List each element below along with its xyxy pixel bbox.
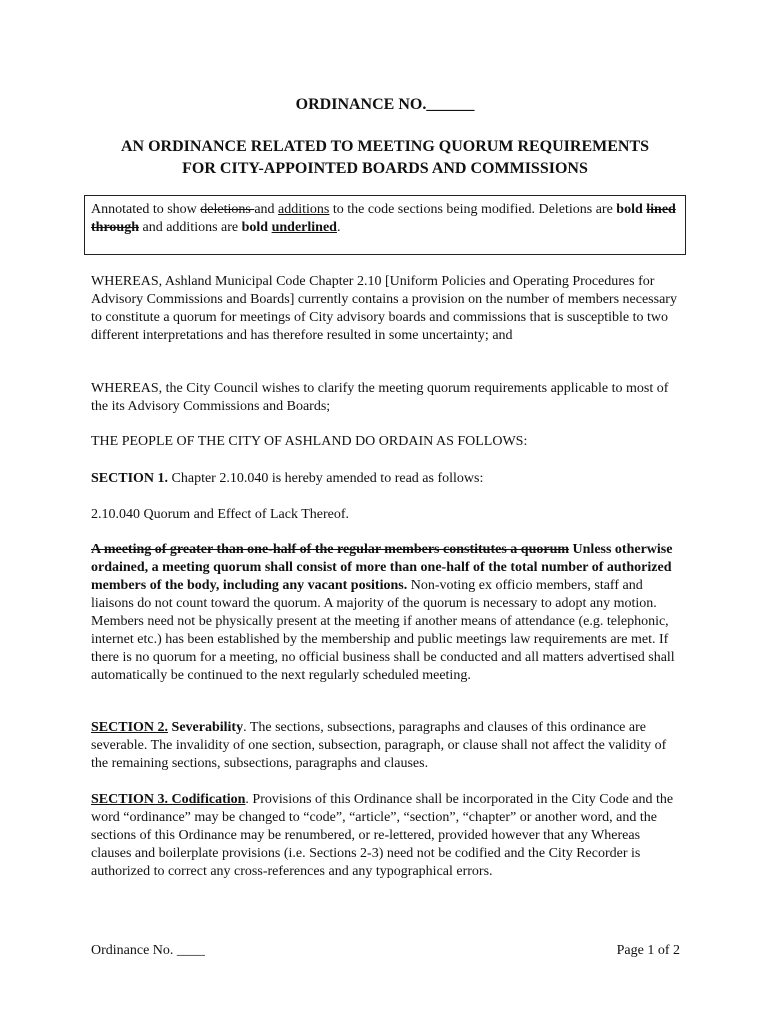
notice-period: . [336,220,341,235]
ordain-statement: THE PEOPLE OF THE CITY OF ASHLAND DO ORDAIN AS FOLLOWS: [91,434,528,449]
ordinance-number-heading: ORDINANCE NO.______ [295,96,475,113]
notice-text: Annotated to show [91,202,201,217]
notice-bold: bold [616,202,643,217]
footer-ordinance-number: Ordinance No. ____ [91,943,205,958]
added-text: Unless otherwise ordained, a meeting quorum shall consist of more than one-half of the total number of authorized members of the body, including any vacant positions. [91,542,673,593]
section-2-title: Severability [168,720,244,735]
code-section-heading: 2.10.040 Quorum and Effect of Lack Thereof. [91,507,350,522]
whereas-paragraph-2: WHEREAS, the City Council wishes to clarify the meeting quorum requirements applicable to most of the its Advisory Commissions and Boards; [91,381,669,414]
code-body-text: Non-voting ex officio members, staff and liaisons do not count toward the quorum. A majority of the quorum is necessary to adopt any motion. Members need not be physically present at the meeting if another means of attendance (e.g. telephonic, internet etc.) has been established by the membership and public meetings law requirements are met. If there is no quorum for a meeting, no official business shall be conducted and all matters advertised shall automatically be continued to the next regularly scheduled meeting. [91,578,675,683]
notice-underlined-example: underlined [271,220,337,235]
notice-lined-through-example: lined through [91,202,676,235]
ordinance-title-line-1: AN ORDINANCE RELATED TO MEETING QUORUM REQUIREMENTS [120,138,650,155]
annotation-notice-box [84,195,686,255]
notice-additions-example: additions [278,202,330,217]
section-2-text: . The sections, subsections, paragraphs and clauses of this ordinance are severable. The invalidity of one section, subsection, paragraph, or clause shall not affect the validity of the remaining sections, subsections, paragraphs and clauses. [91,720,667,771]
code-section-body [91,541,683,685]
footer-page-number: Page 1 of 2 [616,943,680,958]
section-3-label: SECTION 3. Codification [91,792,246,807]
section-2-paragraph [91,719,683,773]
ordinance-title [0,136,770,180]
section-1-text: Chapter 2.10.040 is hereby amended to read as follows: [168,471,484,486]
section-2-label: SECTION 2. [91,720,169,735]
notice-deletions-example: deletions [200,202,255,217]
deleted-text: A meeting of greater than one-half of the regular members constitutes a quorum [91,542,570,557]
section-3-text: . Provisions of this Ordinance shall be incorporated in the City Code and the word “ordinance” may be changed to “code”, “article”, “section”, “chapter” or another word, and the sections of this Ordinance may be renumbered, or re-lettered, provided however that any Whereas clauses and boilerplate provisions (i.e. Sections 2-3) need not be codified and the City Recorder is authorized to correct any cross-references and any typographical errors. [91,792,674,879]
section-1-paragraph [91,470,683,488]
whereas-paragraph-1: WHEREAS, Ashland Municipal Code Chapter 2.10 [Uniform Policies and Operating Procedures for Advisory Commissions and Boards] currently contains a provision on the number of members necessary to constitute a quorum for meetings of City advisory boards and commissions that is susceptible to two different interpretations and has therefore resulted in some uncertainty; and [91,274,677,343]
section-3-paragraph [91,791,683,881]
notice-text: and [254,202,279,217]
section-1-label: SECTION 1. [91,471,169,486]
ordinance-title-line-2: FOR CITY-APPOINTED BOARDS AND COMMISSIONS [182,160,588,177]
notice-text: to the code sections being modified. Deletions are [329,202,617,217]
notice-text: and additions are [138,220,242,235]
notice-bold-2: bold [241,220,269,235]
